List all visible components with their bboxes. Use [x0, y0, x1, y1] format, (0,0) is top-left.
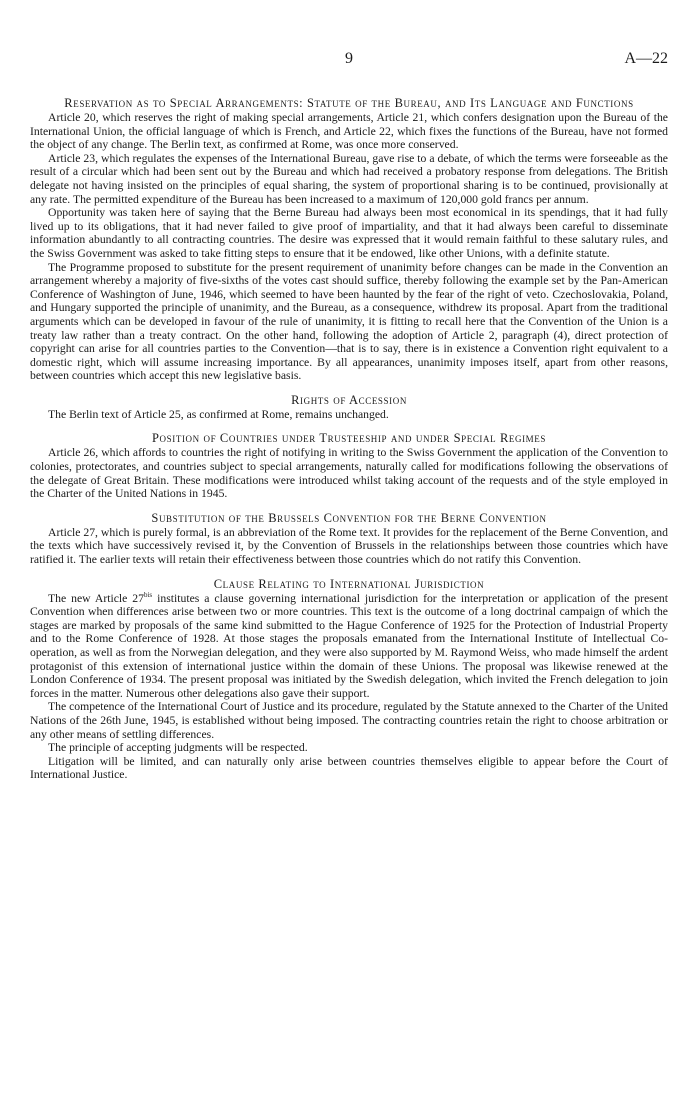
paragraph: The principle of accepting judgments will be respected.: [48, 741, 308, 755]
section-heading: Reservation as to Special Arrangements: Statute of the Bureau, and Its Language and Functions: [64, 96, 634, 110]
paragraph-text: The new Article 27: [48, 591, 144, 605]
paragraph: The Programme proposed to substitute for the present requirement of unanimity before changes can be made in the Convention an arrangement whereby a majority of five-sixths of the votes cast should suffice, thereby following the example set by the Pan-American Conference of Washington of June, 1946, which seemed to have been haunted by the fear of the right of veto. Czechoslovakia, Poland, and Hungary supported the principle of unanimity, and the Bureau, as a consequence, withdrew its proposal. Apart from the traditional arguments which can be developed in favour of the rule of unanimity, it is fitting to recall here that the Convention of the Union is a treaty law rather than a treaty contract. On the other hand, following the adoption of Article 2, paragraph (4), direct protection of copyright can arise for all countries parties to the Convention—that is to say, there is in existence a Convention right equivalent to a domestic right, which will assume increasing importance. By all appearances, unanimity imposes itself, apart from other reasons, between countries which accept this new legislative basis.: [30, 260, 668, 383]
paragraph: [30, 592, 668, 701]
section-rights-of-accession: [30, 393, 668, 422]
section-heading: Substitution of the Brussels Convention for the Berne Convention: [151, 510, 547, 525]
paragraph: Article 20, which reserves the right of making special arrangements, Article 21, which confers designation upon the Bureau of the International Union, the official language of which is French, and Article 22, which fixes the functions of the Bureau, have not formed the object of any change. The Berlin text, as confirmed at Rome, was once more conserved.: [30, 111, 668, 152]
section-heading: Position of Countries under Trusteeship and under Special Regimes: [152, 431, 546, 446]
section-heading: Clause Relating to International Jurisdiction: [213, 576, 485, 591]
superscript: bis: [143, 590, 153, 599]
page-number: 9: [345, 50, 353, 67]
section-heading: Rights of Accession: [291, 392, 407, 407]
section-trusteeship: [30, 431, 668, 500]
section-international-jurisdiction: [30, 577, 668, 782]
paragraph: Article 26, which affords to countries the right of notifying in writing to the Swiss Government the application of the Convention to colonies, protectorates, and countries subject to special arrangements, naturally called for modifications following the observations of the delegate of Great Britain. These modifications were introduced whilst taking account of the requests and of the style employed in the Charter of the United Nations in 1945.: [30, 446, 668, 501]
section-substitution: [30, 511, 668, 567]
paragraph: Article 23, which regulates the expenses of the International Bureau, gave rise to a debate, of which the terms were forseeable as the result of a circular which had been sent out by the Bureau and which had received a probatory response from delegations. The British delegate not having insisted on the principles of equal sharing, the system of proportional sharing is to be continued, provisionally at any rate. The permitted expenditure of the Bureau has been increased to a maximum of 120,000 gold francs per annum.: [30, 151, 668, 206]
paragraph: Opportunity was taken here of saying that the Berne Bureau had always been most economical in its spendings, that it had fully lived up to its obligations, that it had never failed to give proof of impartiality, and that it had always been careful to disseminate information abundantly to all contracting countries. The desire was expressed that it would remain faithful to these salutary rules, and the Swiss Government was asked to take fitting steps to ensure that it be endowed, like other Unions, with a definite statute.: [30, 206, 668, 260]
paragraph: The Berlin text of Article 25, as confirmed at Rome, remains unchanged.: [48, 407, 389, 421]
section-reservation: [30, 96, 668, 383]
paragraph-text: institutes a clause governing international jurisdiction for the interpretation or application of the present Convention when differences arise between two or more countries. This text is the outcome of a long doctrinal campaign of which the stages are marked by proposals of the same kind submitted to the Hague Conference of 1925 for the Protection of Industrial Property and to the Rome Conference of 1928. At those stages the proposals emanated from the International Institute of Intellectual Co-operation, as well as from the Norwegian delegation, and they were also supported by M. Raymond Weiss, who made himself the ardent protagonist of this extension of international justice within the domain of these Unions. The proposal was likewise renewed at the London Conference of 1934. The present proposal was initiated by the Swedish delegation, which invited the French delegation to join forces in the matter. Numerous other delegations also gave their support.: [30, 591, 668, 700]
paragraph: Litigation will be limited, and can naturally only arise between countries themselves eligible to appear before the Court of International Justice.: [30, 754, 668, 782]
document-body: [30, 96, 668, 782]
paragraph: The competence of the International Court of Justice and its procedure, regulated by the Statute annexed to the Charter of the United Nations of the 26th June, 1945, is established without being imposed. The contracting countries retain the right to choose arbitration or any other means of settling differences.: [30, 700, 668, 741]
paragraph: Article 27, which is purely formal, is an abbreviation of the Rome text. It provides for the replacement of the Berne Convention, and the texts which have successively revised it, by the Convention of Brussels in the relationships between those countries which have ratified it. The earlier texts will retain their effectiveness between those countries which do not ratify this Convention.: [30, 525, 668, 567]
document-code: A—22: [624, 50, 668, 67]
